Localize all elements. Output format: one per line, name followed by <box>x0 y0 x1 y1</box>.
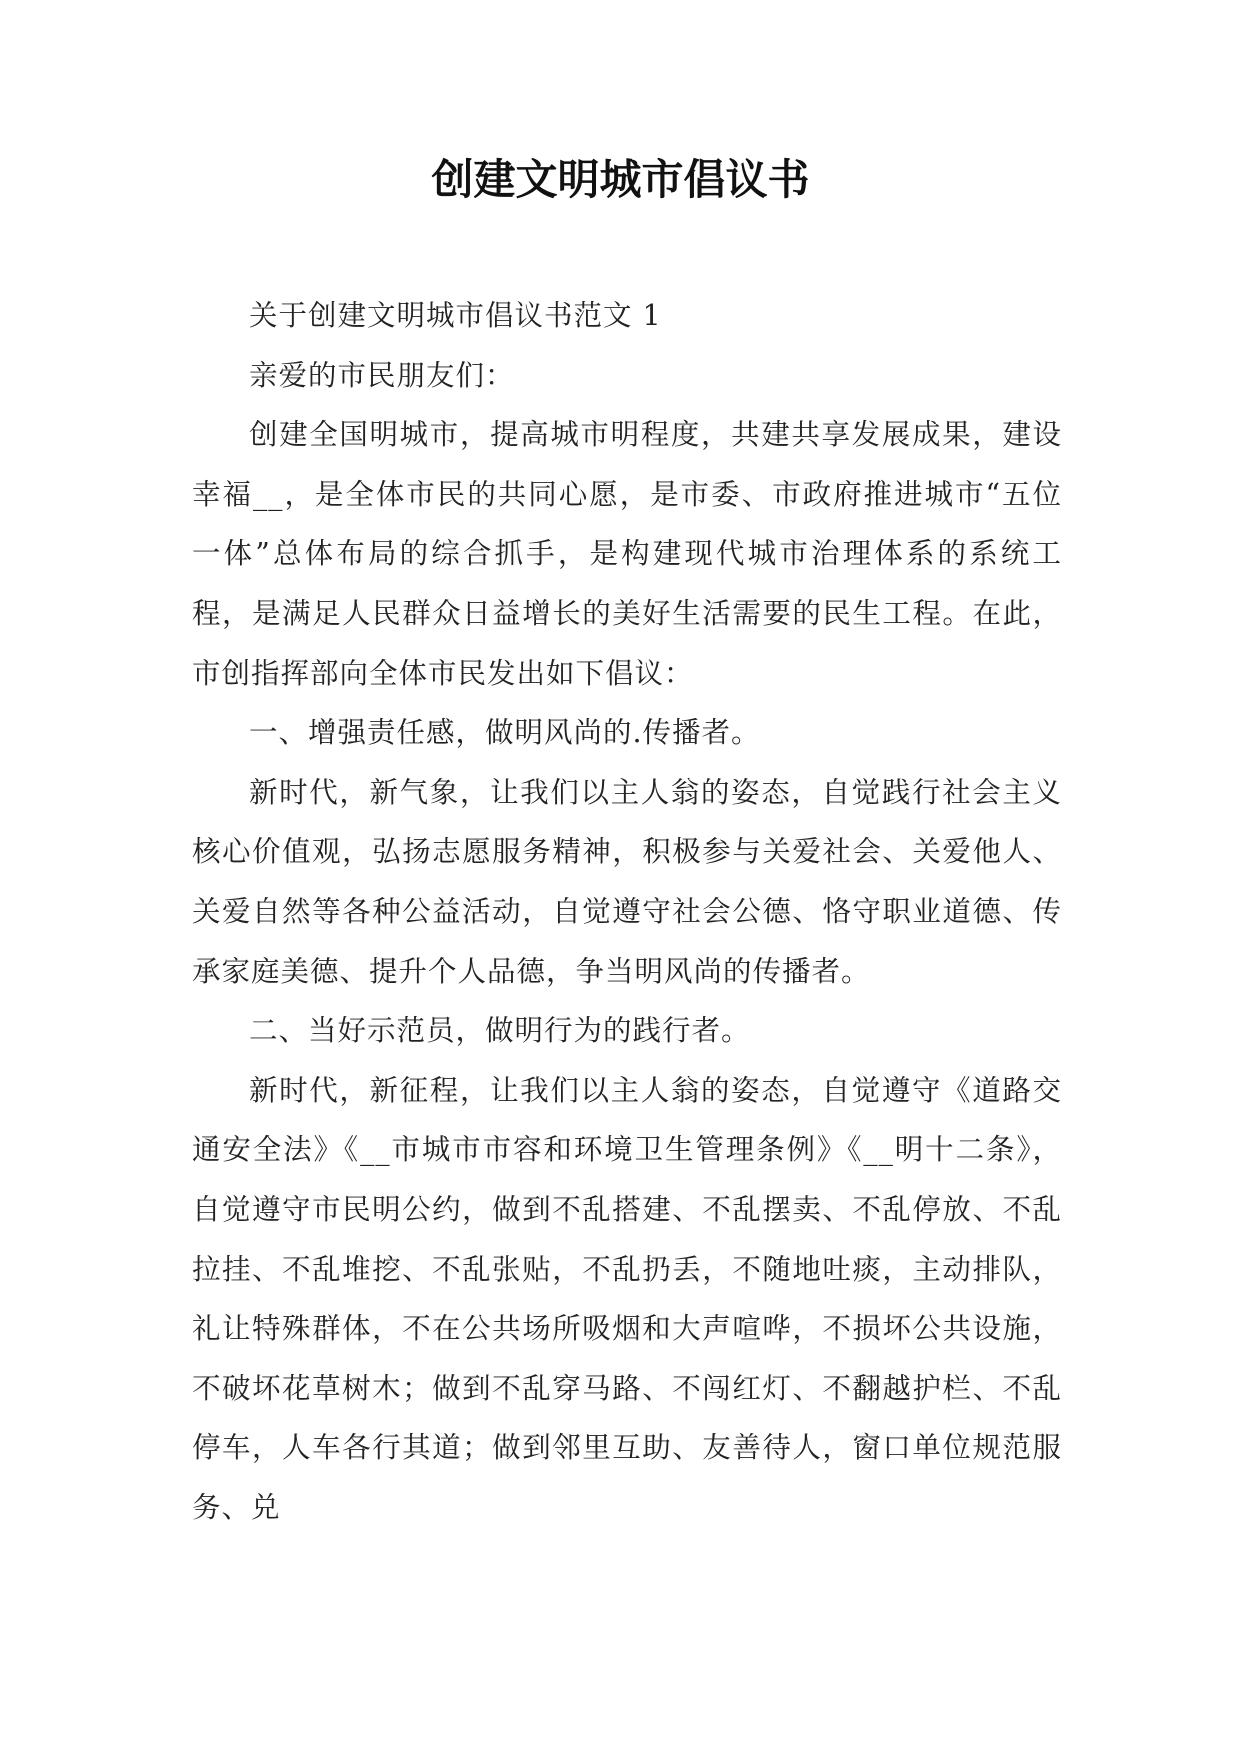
paragraph-section-2-heading: 二、当好示范员，做明行为的践行者。 <box>249 1014 751 1048</box>
document-title: 创建文明城市倡议书 <box>431 155 810 204</box>
paragraph-section-1-body: 新时代，新气象，让我们以主人翁的姿态，自觉践行社会主义核心价值观，弘扬志愿服务精神，积极参与关爱社会、关爱他人、关爱自然等各种公益活动，自觉遵守社会公德、恪守职业道德、传承家庭美德、提升个人品德，争当明风尚的传播者。 <box>192 775 1062 988</box>
paragraph-section-2-body: 新时代，新征程，让我们以主人翁的姿态，自觉遵守《道路交通安全法》《__市城市市容和环境卫生管理条例》《__明十二条》，自觉遵守市民明公约，做到不乱搭建、不乱摆卖、不乱停放、不乱拉挂、不乱堆挖、不乱张贴，不乱扔丢，不随地吐痰，主动排队，礼让特殊群体，不在公共场所吸烟和大声喧哗，不损坏公共设施，不破坏花草树木；做到不乱穿马路、不闯红灯、不翻越护栏、不乱停车，人车各行其道；做到邻里互助、友善待人，窗口单位规范服务、兑 <box>192 1073 1062 1524</box>
paragraph-heading: 关于创建文明城市倡议书范文 1 <box>249 299 662 332</box>
paragraph-intro: 创建全国明城市，提高城市明程度，共建共享发展成果，建设幸福__，是全体市民的共同心愿，是市委、市政府推进城市“五位一体”总体布局的综合抓手，是构建现代城市治理体系的系统工程，是满足人民群众日益增长的美好生活需要的民生工程。在此，市创指挥部向全体市民发出如下倡议： <box>192 418 1062 690</box>
document-body <box>192 286 1062 1537</box>
paragraph-section-1-heading: 一、增强责任感，做明风尚的.传播者。 <box>249 716 761 750</box>
paragraph-salutation: 亲爱的市民朋友们： <box>249 358 515 392</box>
